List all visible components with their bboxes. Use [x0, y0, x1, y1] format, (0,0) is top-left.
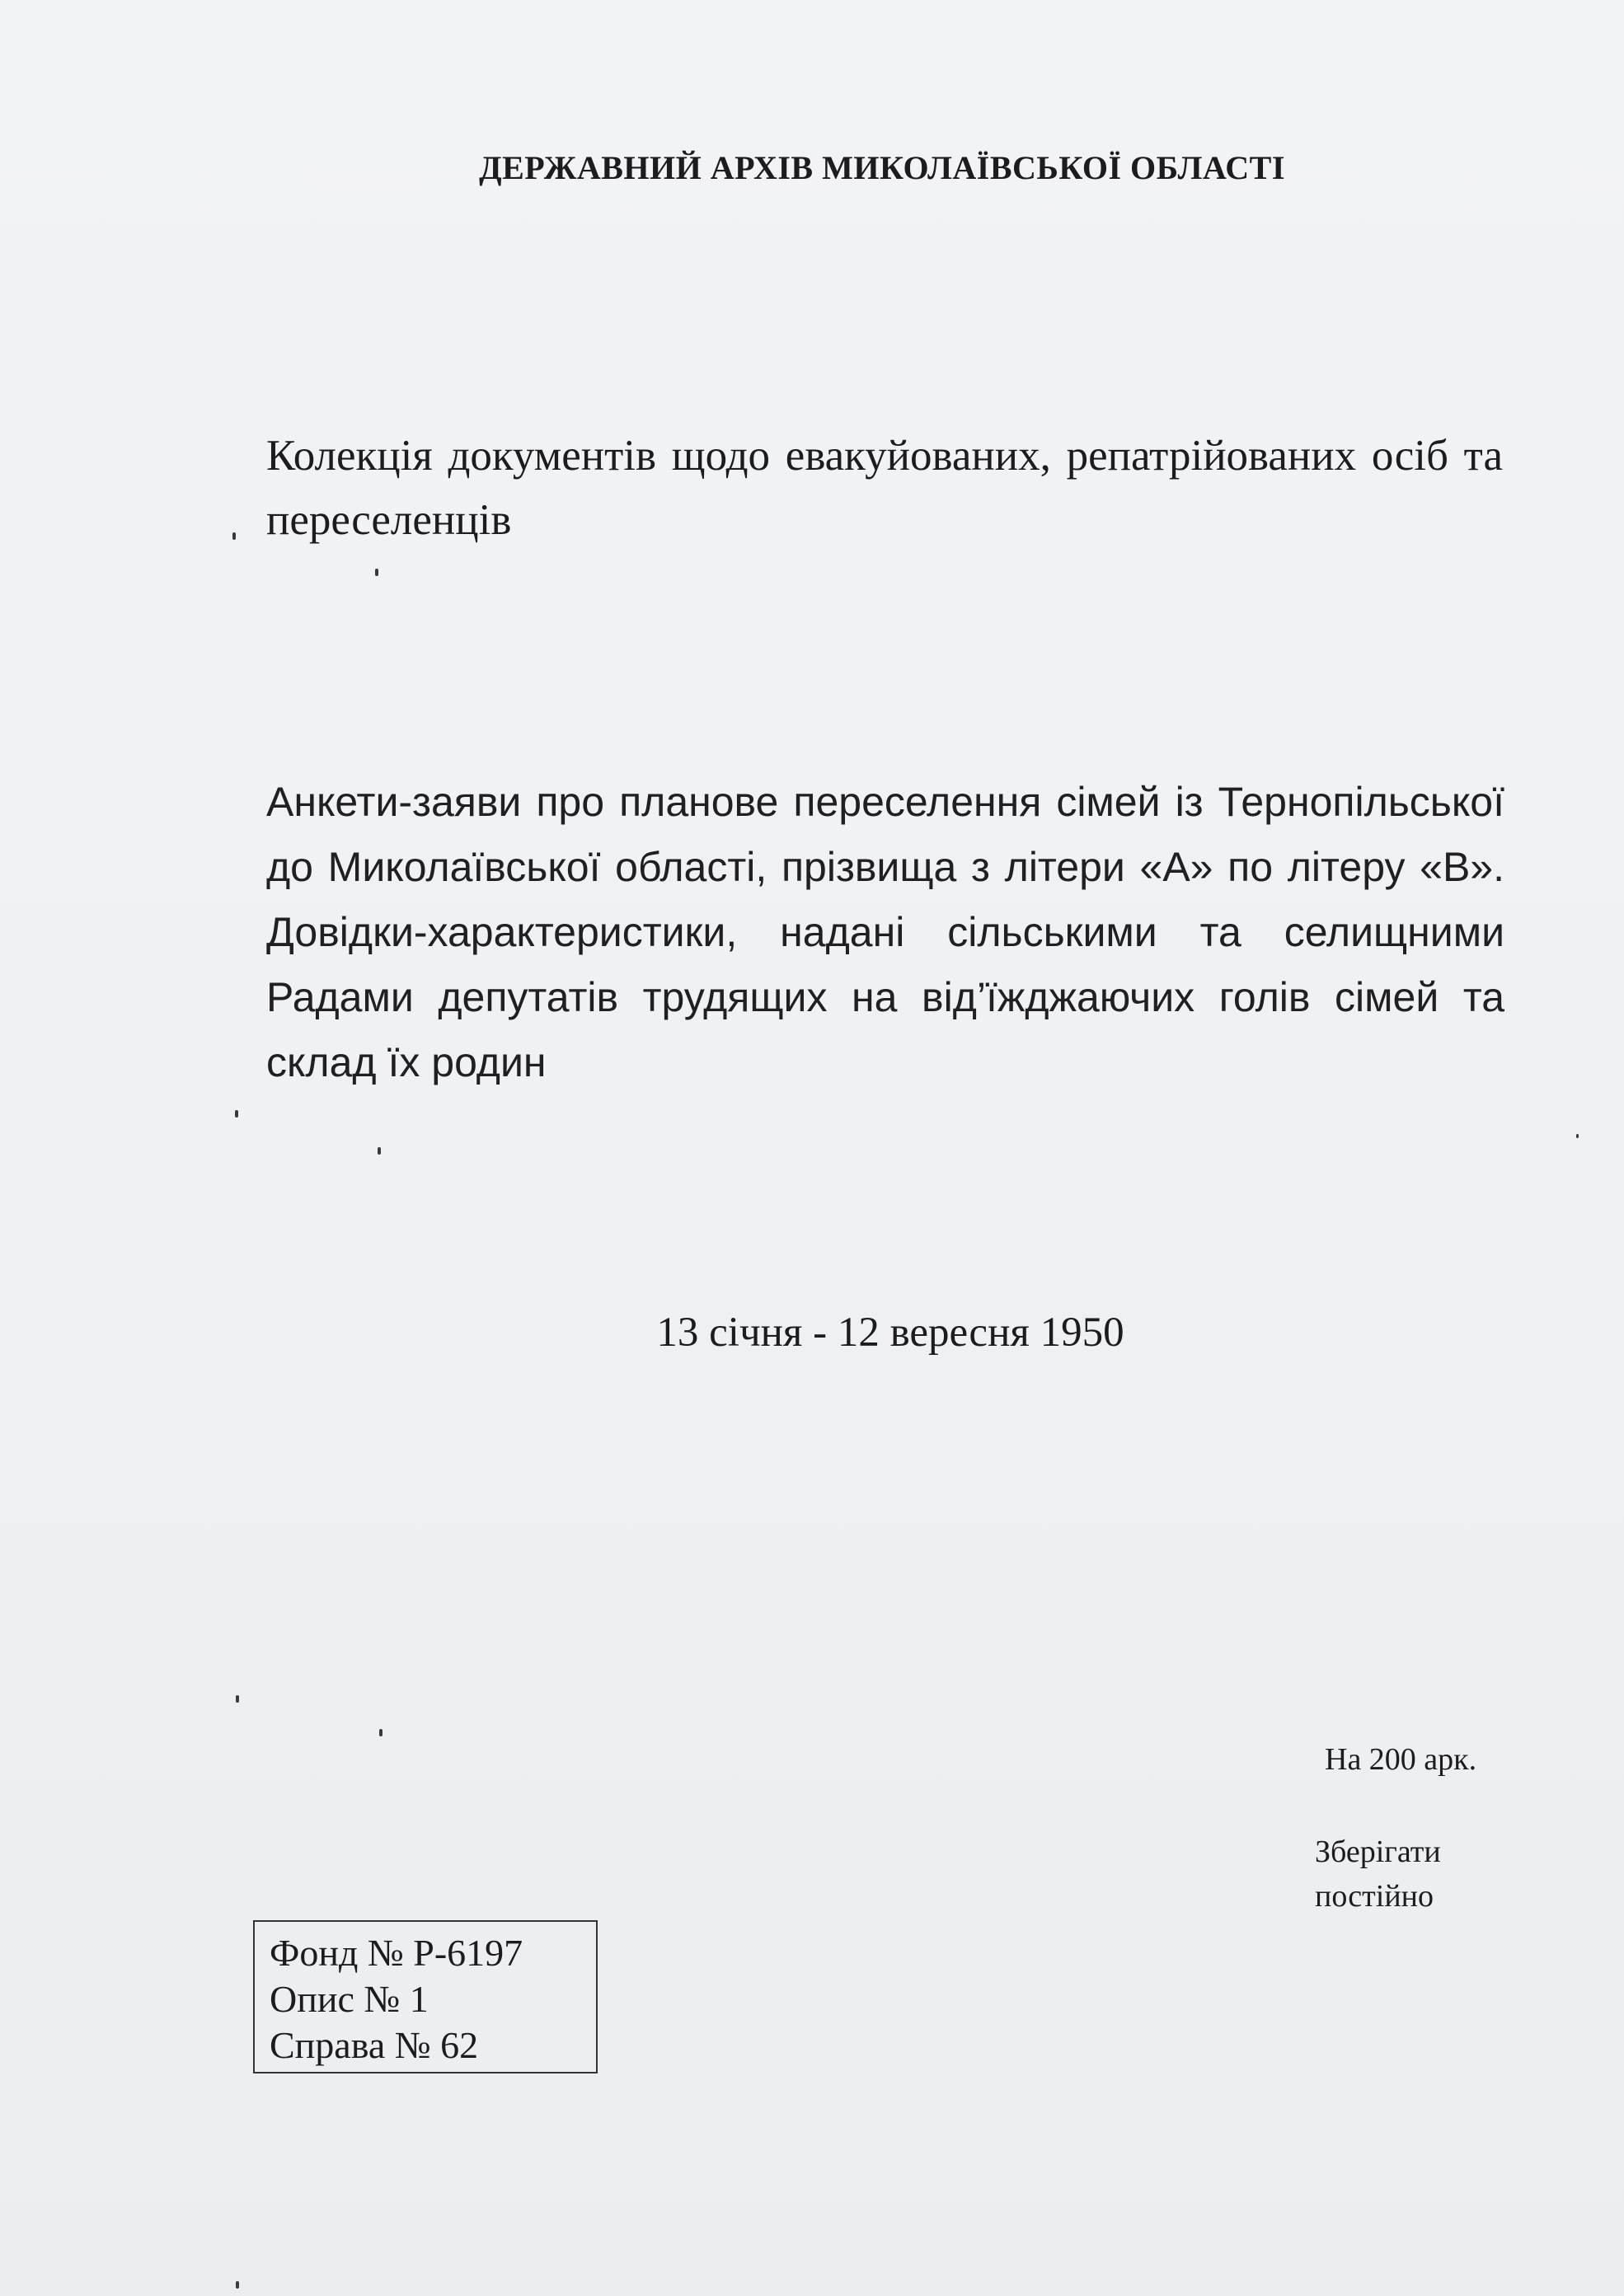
scan-speck [378, 1147, 381, 1155]
opys-number: Опис № 1 [270, 1978, 429, 2020]
scan-speck [235, 1110, 238, 1118]
scan-speck [375, 569, 378, 576]
archive-header: ДЕРЖАВНИЙ АРХІВ МИКОЛАЇВСЬКОЇ ОБЛАСТІ [479, 149, 1285, 186]
date-range: 13 січня - 12 вересня 1950 [656, 1310, 1124, 1356]
storage-term-line-2: постійно [1315, 1879, 1434, 1914]
scan-speck [379, 1729, 383, 1736]
fond-number: Фонд № Р-6197 [270, 1932, 523, 1974]
scan-speck [1576, 1134, 1579, 1138]
archive-reference-box [253, 1920, 598, 2073]
file-description: Анкети-заяви про планове переселення сімей із Тернопільської до Миколаївської області, прізвища з літери «А» по літеру «В». Довідки-характеристики, надані сільськими та селищними Радами депутатів трудящих на від’їжджаючих голів сімей та склад їх родин [266, 779, 1504, 1085]
collection-title: Колекція документів щодо евакуйованих, репатрійованих осіб та переселенців [266, 432, 1503, 544]
scan-speck [236, 1695, 239, 1703]
sprava-number: Справа № 62 [270, 2024, 479, 2066]
scan-speck [232, 532, 236, 540]
storage-term [1315, 1830, 1441, 1919]
storage-term-line-1: Зберігати [1315, 1834, 1441, 1869]
sheet-count: На 200 арк. [1325, 1742, 1477, 1777]
scan-speck [236, 2281, 239, 2289]
